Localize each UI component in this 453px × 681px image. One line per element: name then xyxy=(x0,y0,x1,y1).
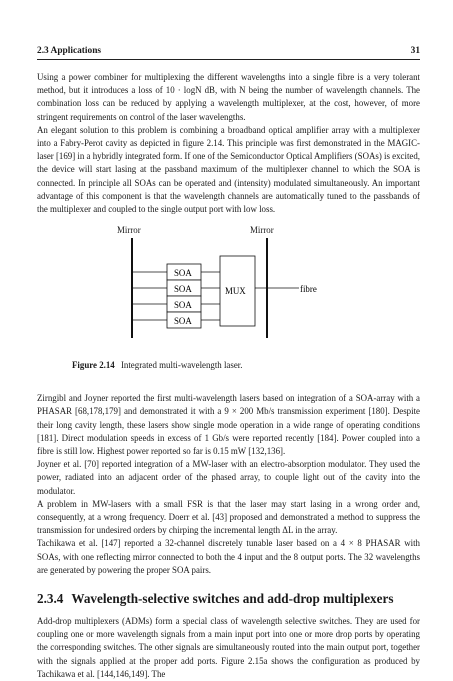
section-heading xyxy=(37,591,420,607)
paragraph-power-combiner: Using a power combiner for multiplexing the different wavelengths into a single fibre is a very tolerant method, but it introduces a loss of 10 · logN dB, with N being the number of wavelength channels. The combination loss can be reduced by applying a wavelength multiplexer, at the cost, however, of more stringent requirements on control of the laser wavelengths. xyxy=(37,72,420,122)
paragraph-tachikawa: Tachikawa et al. [147] reported a 32-channel discretely tunable laser based on a 4 × 8 PHASAR with SOAs, with one reflecting mirror connected to both the 4 input and the 8 output ports. The 32 wavelengths are generated by powering the proper SOA pairs. xyxy=(37,538,420,575)
soa-label-4: SOA xyxy=(174,316,192,327)
paragraph-zirngibl-joyner: Zirngibl and Joyner reported the first multi-wavelength lasers based on integration of a SOA-array with a PHASAR [68,178,179] and demonstrated it with a 9 × 200 Mb/s transmission experiment [180]. Despite their long cavity length, these lasers show single mode operation in a wide range of operating conditions [181]. Direct modulation speeds in excess of 1 Gb/s were reported recently [184]. Power coupled into a fibre is still low. Highest power reported so far is 0.15 mW [132,136]. xyxy=(37,393,420,457)
header-section-title: 2.3 Applications xyxy=(37,46,102,56)
page xyxy=(37,46,420,681)
paragraph-joyner-modulator: Joyner et al. [70] reported integration of a MW-laser with an electro-absorption modulator. They used the power, radiated into an adjacent order of the phased array, to couple light out of the cavity into the modulator. xyxy=(37,459,420,496)
paragraph-small-fsr: A problem in MW-lasers with a small FSR is that the laser may start lasing in a wrong order and, consequently, at a wrong frequency. Doerr et al. [43] proposed and demonstrated a method to suppress the transmission for undesired orders by chirping the incremental length ΔL in the array. xyxy=(37,498,420,536)
mirror-right-label: Mirror xyxy=(250,225,274,236)
section-title: Wavelength-selective switches and add-drop multiplexers xyxy=(71,591,394,607)
figure-caption-text: Integrated multi-wavelength laser. xyxy=(120,360,243,371)
page-number: 31 xyxy=(410,46,420,56)
figure-caption-number: Figure 2.14 xyxy=(72,360,115,371)
mirror-left-label: Mirror xyxy=(117,225,141,236)
paragraph-elegant-solution: An elegant solution to this problem is combining a broadband optical amplifier array with a multiplexer into a Fabry-Perot cavity as depicted in figure 2.14. This principle was first demonstrated in the MAGIC-laser [169] in a hybridly integrated form. If one of the Semiconductor Optical Amplifiers (SOAs) is excited, the device will start lasing at the passband maximum of the multiplexer channel to which the SOA is connected. In principle all SOAs can be operated and (intensity) modulated simultaneously. An important advantage of this component is that the wavelength channels are automatically tuned to the passbands of the multiplexer and coupled to the single output port with low loss. xyxy=(37,124,421,215)
soa-label-2: SOA xyxy=(174,284,192,295)
section-number: 2.3.4 xyxy=(37,591,64,607)
mux-label: MUX xyxy=(225,286,246,297)
figure-caption xyxy=(72,360,242,370)
paragraph-add-drop: Add-drop multiplexers (ADMs) form a special class of wavelength selective switches. They are used for coupling one or more wavelength signals from a main input port into one or more drop ports by operating the corresponding switches. The other signals are simultaneously routed into the main output port, together with the signals applied at the proper add ports. Figure 2.15a shows the configuration as produced by Tachikawa et al. [144,146,149]. The xyxy=(37,616,420,679)
running-header xyxy=(37,46,420,60)
laser-diagram xyxy=(37,216,420,448)
soa-label-1: SOA xyxy=(174,268,192,279)
figure-2-14 xyxy=(37,216,420,430)
fibre-label: fibre xyxy=(300,284,317,295)
soa-label-3: SOA xyxy=(174,300,192,311)
